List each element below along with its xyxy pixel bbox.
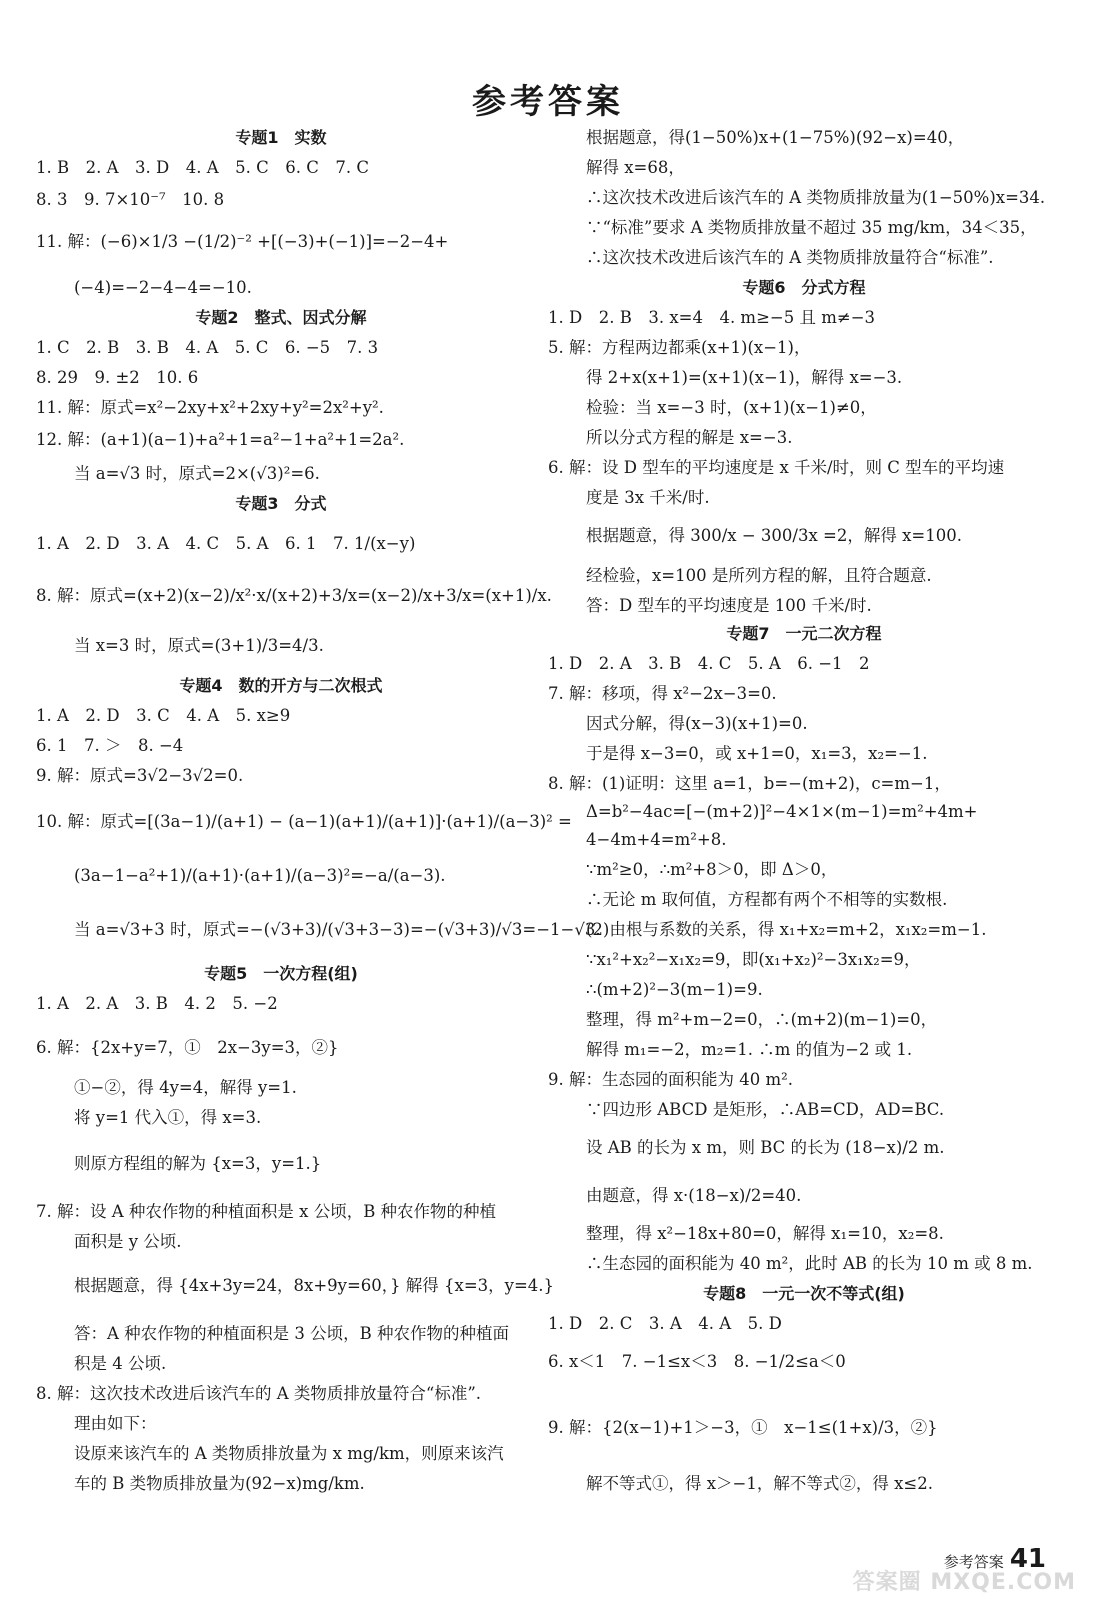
answer-line: 6. 1 7. ＞ 8. −4: [36, 736, 184, 755]
answer-line: 5. 解：方程两边都乘(x+1)(x−1)，: [548, 338, 811, 357]
section-heading: 专题7 一元二次方程: [726, 624, 882, 643]
answer-line: 1. A 2. D 3. A 4. C 5. A 6. 1 7. 1/(x−y): [36, 534, 416, 553]
footer-label: 参考答案: [943, 1553, 1004, 1571]
section-heading: 专题3 分式: [235, 494, 327, 513]
answer-line: (2)由根与系数的关系，得 x₁+x₂=m+2，x₁x₂=m−1.: [586, 920, 987, 939]
answer-line: 答：D 型车的平均速度是 100 千米/时.: [586, 596, 872, 615]
section-heading: 专题8 一元一次不等式(组): [703, 1284, 905, 1303]
answer-line: 检验：当 x=−3 时，(x+1)(x−1)≠0，: [586, 398, 877, 417]
page-title: 参考答案: [472, 82, 624, 122]
answer-line: 解得 m₁=−2，m₂=1. ∴m 的值为−2 或 1.: [586, 1040, 913, 1059]
answer-line: 9. 解：生态园的面积能为 40 m².: [548, 1070, 793, 1089]
answer-line: 则原方程组的解为 {x=3，y=1.}: [74, 1154, 322, 1173]
answer-line: 9. 解：{2(x−1)+1＞−3，① x−1≤(1+x)/3，②}: [548, 1418, 938, 1437]
answer-line: 得 2+x(x+1)=(x+1)(x−1)，解得 x=−3.: [586, 368, 903, 387]
answer-line: (−4)=−2−4−4=−10.: [74, 278, 252, 297]
answer-line: 因式分解，得(x−3)(x+1)=0.: [586, 714, 808, 733]
answer-line: 8. 解：这次技术改进后该汽车的 A 类物质排放量符合“标准”.: [36, 1384, 482, 1403]
answer-line: 6. 解：{2x+y=7，① 2x−3y=3，②}: [36, 1038, 339, 1057]
answer-line: 所以分式方程的解是 x=−3.: [586, 428, 793, 447]
answer-line: 设原来该汽车的 A 类物质排放量为 x mg/km，则原来该汽: [74, 1444, 504, 1463]
answer-line: ∴(m+2)²−3(m−1)=9.: [586, 980, 763, 999]
answer-line: 1. C 2. B 3. B 4. A 5. C 6. −5 7. 3: [36, 338, 379, 357]
answer-line: 1. A 2. A 3. B 4. 2 5. −2: [36, 994, 278, 1013]
answer-line: 理由如下：: [74, 1414, 157, 1433]
answer-line: 于是得 x−3=0，或 x+1=0，x₁=3，x₂=−1.: [586, 744, 928, 763]
answer-line: ∵x₁²+x₂²−x₁x₂=9，即(x₁+x₂)²−3x₁x₂=9，: [586, 950, 921, 969]
answer-line: 6. x＜1 7. −1≤x＜3 8. −1/2≤a＜0: [548, 1352, 846, 1371]
answer-line: 经检验，x=100 是所列方程的解，且符合题意.: [586, 566, 932, 585]
answer-line: 车的 B 类物质排放量为(92−x)mg/km.: [74, 1474, 365, 1493]
answer-line: 9. 解：原式=3√2−3√2=0.: [36, 766, 244, 785]
answer-line: 当 a=√3 时，原式=2×(√3)²=6.: [74, 464, 320, 483]
section-heading: 专题2 整式、因式分解: [195, 308, 367, 327]
answer-line: 8. 29 9. ±2 10. 6: [36, 368, 199, 387]
answer-line: 度是 3x 千米/时.: [586, 488, 710, 507]
answer-line: 1. A 2. D 3. C 4. A 5. x≥9: [36, 706, 291, 725]
answer-line: 整理，得 m²+m−2=0，∴(m+2)(m−1)=0，: [586, 1010, 938, 1029]
answer-line: 根据题意，得 {4x+3y=24，8x+9y=60，} 解得 {x=3，y=4.}: [74, 1276, 555, 1295]
answer-line: Δ=b²−4ac=[−(m+2)]²−4×1×(m−1)=m²+4m+: [586, 802, 978, 821]
answer-line: 11. 解：原式=x²−2xy+x²+2xy+y²=2x²+y².: [36, 398, 384, 417]
answer-line: 当 a=√3+3 时，原式=−(√3+3)/(√3+3−3)=−(√3+3)/√3=−1−√3.: [74, 920, 601, 939]
section-heading: 专题4 数的开方与二次根式: [179, 676, 383, 695]
answer-line: 将 y=1 代入①，得 x=3.: [74, 1108, 262, 1127]
answer-line: ∵m²≥0，∴m²+8＞0，即 Δ＞0，: [586, 860, 838, 879]
section-heading: 专题5 一次方程(组): [204, 964, 358, 983]
answer-line: 8. 3 9. 7×10⁻⁷ 10. 8: [36, 190, 225, 209]
answer-line: 12. 解：(a+1)(a−1)+a²+1=a²−1+a²+1=2a².: [36, 430, 405, 449]
answer-line: 1. D 2. A 3. B 4. C 5. A 6. −1 2: [548, 654, 870, 673]
page-number: 41: [1009, 1544, 1046, 1574]
answer-line: 8. 解：原式=(x+2)(x−2)/x²·x/(x+2)+3/x=(x−2)/x+3/x=(x+1)/x.: [36, 586, 552, 605]
answer-line: ∵四边形 ABCD 是矩形，∴AB=CD，AD=BC.: [586, 1100, 945, 1119]
section-heading: 专题6 分式方程: [742, 278, 866, 297]
answer-line: 10. 解：原式=[(3a−1)/(a+1) − (a−1)(a+1)/(a+1)]·(a+1)/(a−3)² =: [36, 812, 572, 831]
answer-line: 积是 4 公顷.: [74, 1354, 167, 1373]
answer-line: 7. 解：移项，得 x²−2x−3=0.: [548, 684, 777, 703]
answer-line: 11. 解：(−6)×1/3 −(1/2)⁻² +[(−3)+(−1)]=−2−4+: [36, 232, 449, 251]
answer-line: 1. D 2. C 3. A 4. A 5. D: [548, 1314, 782, 1333]
answer-line: 面积是 y 公顷.: [74, 1232, 182, 1251]
answer-line: 解不等式①，得 x＞−1，解不等式②，得 x≤2.: [586, 1474, 933, 1493]
answer-line: 由题意，得 x·(18−x)/2=40.: [586, 1186, 802, 1205]
answer-line: 1. D 2. B 3. x=4 4. m≥−5 且 m≠−3: [548, 308, 876, 327]
answer-line: ①−②，得 4y=4，解得 y=1.: [74, 1078, 297, 1097]
answer-line: 根据题意，得(1−50%)x+(1−75%)(92−x)=40，: [586, 128, 965, 147]
answer-line: 设 AB 的长为 x m，则 BC 的长为 (18−x)/2 m.: [586, 1138, 945, 1157]
answer-line: 7. 解：设 A 种农作物的种植面积是 x 公顷，B 种农作物的种植: [36, 1202, 497, 1221]
answer-line: 根据题意，得 300/x − 300/3x =2，解得 x=100.: [586, 526, 962, 545]
answer-line: ∴这次技术改进后该汽车的 A 类物质排放量为(1−50%)x=34.: [586, 188, 1046, 207]
answer-line: ∵“标准”要求 A 类物质排放量不超过 35 mg/km，34＜35，: [586, 218, 1037, 237]
watermark: 答案圈 MXQE.COM: [852, 1570, 1076, 1595]
answer-line: ∴这次技术改进后该汽车的 A 类物质排放量符合“标准”.: [586, 248, 994, 267]
answer-line: 6. 解：设 D 型车的平均速度是 x 千米/时，则 C 型车的平均速: [548, 458, 1005, 477]
answer-line: 整理，得 x²−18x+80=0，解得 x₁=10，x₂=8.: [586, 1224, 944, 1243]
answer-line: 答：A 种农作物的种植面积是 3 公顷，B 种农作物的种植面: [74, 1324, 510, 1343]
answer-line: (3a−1−a²+1)/(a+1)·(a+1)/(a−3)²=−a/(a−3).: [74, 866, 446, 885]
answer-line: ∴生态园的面积能为 40 m²，此时 AB 的长为 10 m 或 8 m.: [586, 1254, 1033, 1273]
answer-line: 解得 x=68，: [586, 158, 685, 177]
section-heading: 专题1 实数: [235, 128, 327, 147]
answer-line: ∴无论 m 取何值，方程都有两个不相等的实数根.: [586, 890, 948, 909]
answer-line: 1. B 2. A 3. D 4. A 5. C 6. C 7. C: [36, 158, 369, 177]
answer-line: 4−4m+4=m²+8.: [586, 830, 727, 849]
answer-line: 当 x=3 时，原式=(3+1)/3=4/3.: [74, 636, 324, 655]
answer-line: 8. 解：(1)证明：这里 a=1，b=−(m+2)，c=m−1，: [548, 774, 951, 793]
